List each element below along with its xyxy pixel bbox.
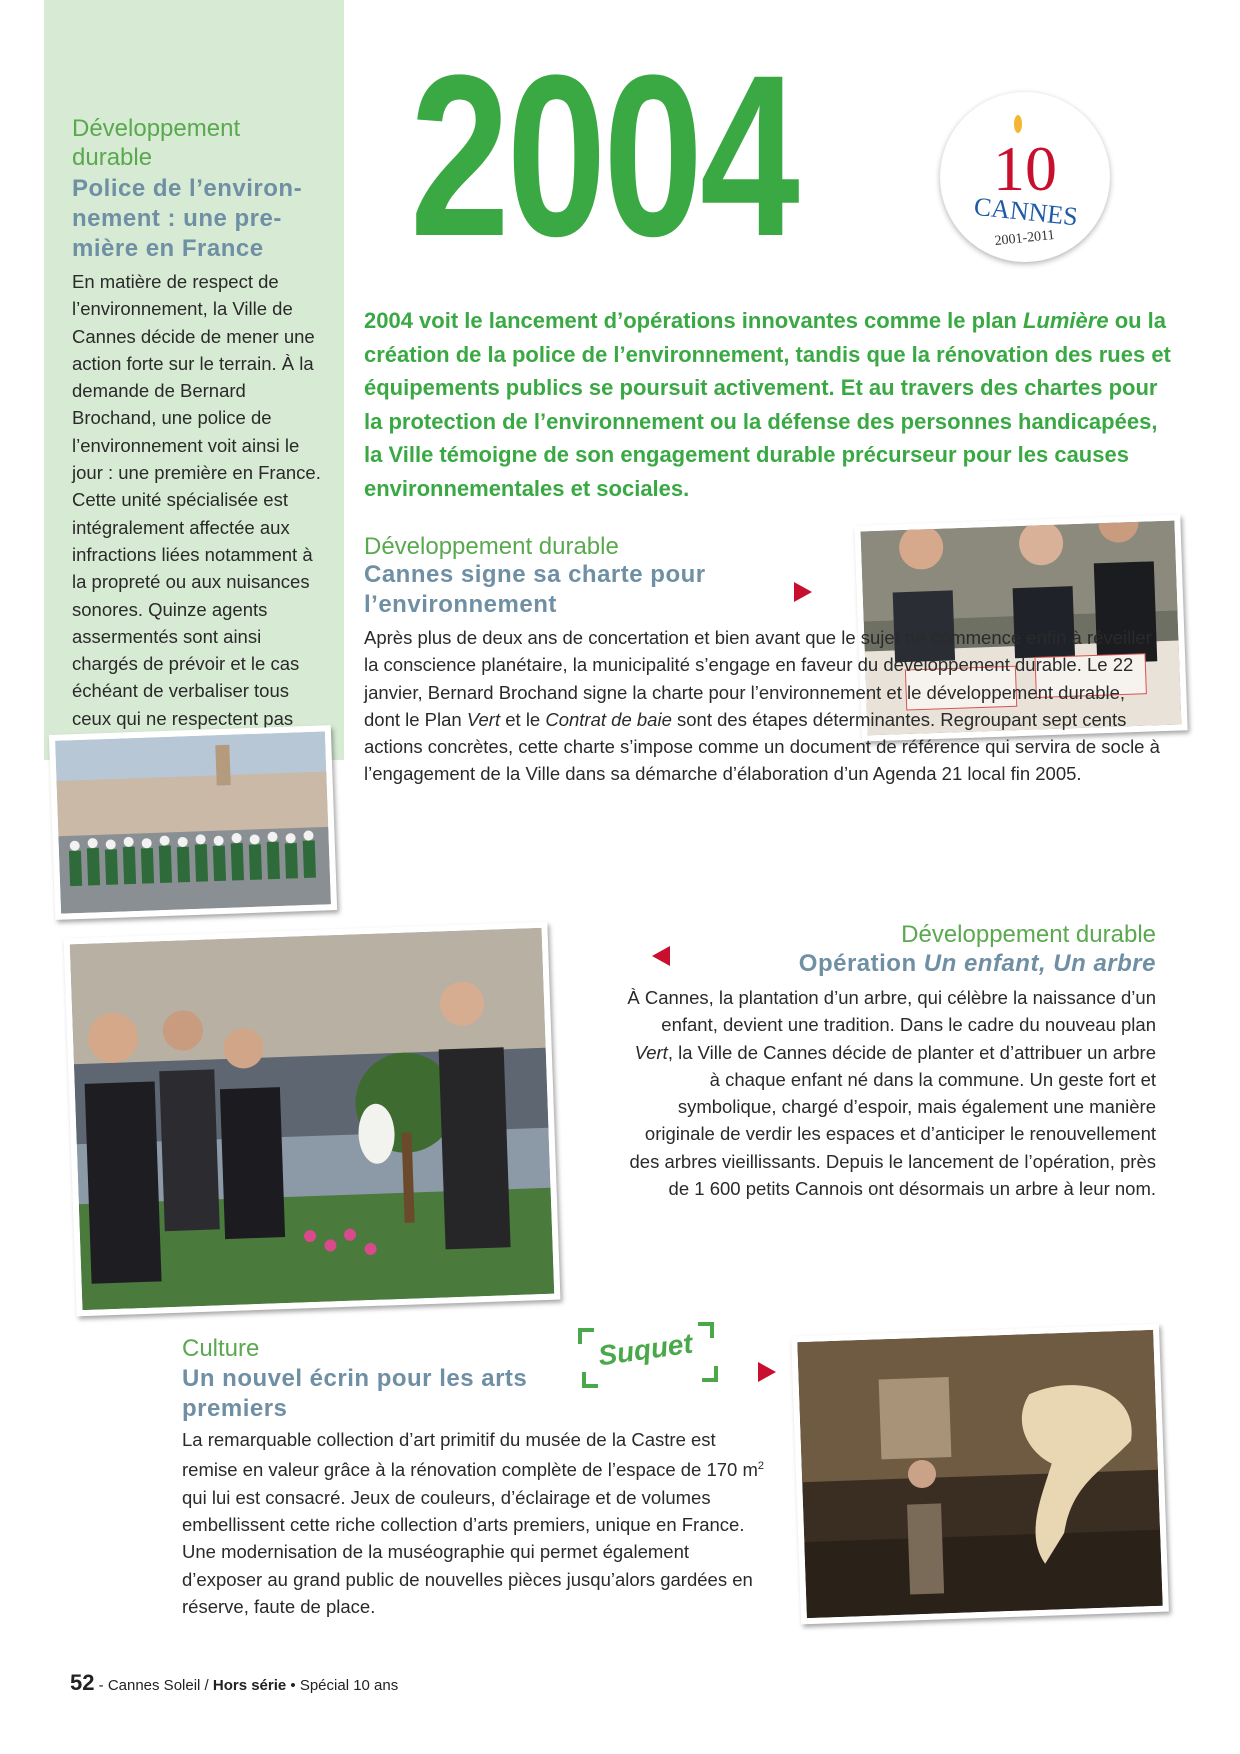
badge-city: CANNES — [972, 191, 1080, 232]
article2-headline — [640, 949, 1156, 979]
footer-publication: - Cannes Soleil / — [94, 1677, 213, 1694]
footer-edition: Hors série — [212, 1677, 287, 1694]
page-footer — [70, 1670, 398, 1696]
tree-planting-photo — [64, 922, 561, 1317]
anniversary-logo — [940, 92, 1110, 262]
suquet-tag — [578, 1320, 718, 1390]
article1-italic: Vert — [466, 708, 501, 730]
arrow-right-icon — [794, 582, 812, 602]
tag-bracket — [698, 1322, 714, 1338]
article2-italic: Vert — [634, 1041, 668, 1063]
sidebar-body: En matière de respect de l’environnement, la Ville de Cannes décide de mener une action forte sur le terrain. À la demande de Bernard Brochand, une police de l’environnement voit ainsi le jour : une première en France. Cette unité spécialisée est intégralement affectée aux infractions liées notamment à la propreté ou aux nuisances sonores. Quinze agents assermentés sont ainsi chargés de prévoir et le cas échéant de verbaliser tous ceux qui ne respectent pas — [72, 271, 321, 729]
page-number: 52 — [70, 1670, 95, 1695]
article1-headline — [364, 560, 784, 620]
museum-photo — [791, 1324, 1169, 1625]
article1-body — [364, 624, 1164, 788]
article2-text: , la Ville de Cannes décide de planter et d’attribuer un arbre à chaque enfant né dans la commune. Un geste fort et symbolique, chargé d’espoir, mais également une manière originale de verdir les espaces et d’anticiper le renouvellement des arbres vieillissants. Depuis le lancement de l’opération, près de 1 600 petits Cannois ont désormais un arbre à leur nom. — [629, 1041, 1156, 1200]
police-team-photo — [49, 725, 337, 920]
article3-headline-line: Un nouvel écrin pour les arts — [182, 1365, 528, 1392]
tag-bracket — [702, 1366, 718, 1382]
article2-headline-italic: Un enfant, Un arbre — [923, 950, 1156, 977]
sidebar-headline-line: Police de l’environ- — [72, 175, 303, 202]
article1-headline-line: Cannes signe sa charte pour — [364, 561, 706, 588]
footer-special: • Spécial 10 ans — [286, 1677, 399, 1694]
sidebar-headline-line: nement : une pre- — [72, 205, 282, 232]
tag-bracket — [578, 1328, 594, 1344]
badge-years: 2001-2011 — [993, 227, 1056, 250]
article1-headline-line: l’environnement — [364, 591, 557, 618]
article1-italic: Contrat de baie — [545, 708, 672, 730]
intro-text: ou la création de la police de l’environnement, tandis que la rénovation des rues et équipements publics se poursuit activement. Et au travers des chartes pour la protection de l’environnement ou la défense des personnes handicapées, la Ville témoigne de son engagement durable précurseur pour les causes environnementales et sociales. — [364, 308, 1171, 501]
tag-bracket — [582, 1372, 598, 1388]
article2-text: À Cannes, la plantation d’un arbre, qui célèbre la naissance d’un enfant, devient une tradition. Dans le cadre du nouveau plan — [627, 987, 1156, 1036]
arrow-right-icon — [758, 1362, 776, 1382]
article3-body — [182, 1426, 772, 1620]
sidebar-kicker-line: durable — [72, 144, 153, 171]
badge-number: 10 — [993, 133, 1057, 204]
article2-body — [624, 984, 1156, 1202]
article3-headline-line: premiers — [182, 1395, 288, 1422]
sidebar-headline — [72, 174, 342, 264]
article3-text: qui lui est consacré. Jeux de couleurs, d’éclairage et de volumes embellissent cette riche collection d’arts premiers, unique en France. Une modernisation de la muséographie qui permet également d’exposer au grand public de nouvelles pièces jusqu’alors gardées en réserve, faute de place. — [182, 1486, 753, 1617]
suquet-tag-label: Suquet — [596, 1327, 695, 1372]
article3-text: La remarquable collection d’art primitif du musée de la Castre est remise en valeur grâce à la rénovation complète de l’espace de 170 m — [182, 1429, 758, 1481]
sidebar-headline-line: mière en France — [72, 235, 264, 262]
article1-text: sont des étapes déterminantes. Regroupant sept cents actions concrètes, cette charte s’impose comme un document de référence qui servira de socle à l’engagement de la Ville dans sa démarche d’élaboration d’un Agenda 21 local fin 2005. — [364, 708, 1160, 785]
sidebar-kicker — [72, 114, 332, 172]
year-heading: 2004 — [410, 27, 797, 284]
article3-kicker: Culture — [182, 1335, 260, 1362]
article3-headline — [182, 1364, 582, 1424]
anniversary-badge — [940, 92, 1110, 262]
article2-headline-text: Opération — [798, 950, 924, 977]
article3-superscript: 2 — [757, 1460, 765, 1473]
intro-text: 2004 voit le lancement d’opérations innovantes comme le plan — [364, 308, 1023, 333]
sidebar-kicker-line: Développement — [72, 115, 241, 142]
article1-kicker: Développement durable — [364, 533, 619, 560]
article1-text: Après plus de deux ans de concertation et bien avant que le sujet ne commence enfin à réveiller la conscience planétaire, la municipalité s’engage en faveur du développement durable. Le 22 janvier, Bernard Brochand signe la charte pour l’environnement et le développement durable, dont le Plan — [364, 627, 1152, 730]
article1-text: et le — [500, 708, 546, 730]
intro-lead — [364, 304, 1176, 505]
article2-kicker: Développement durable — [901, 921, 1156, 948]
intro-italic: Lumière — [1022, 308, 1109, 333]
